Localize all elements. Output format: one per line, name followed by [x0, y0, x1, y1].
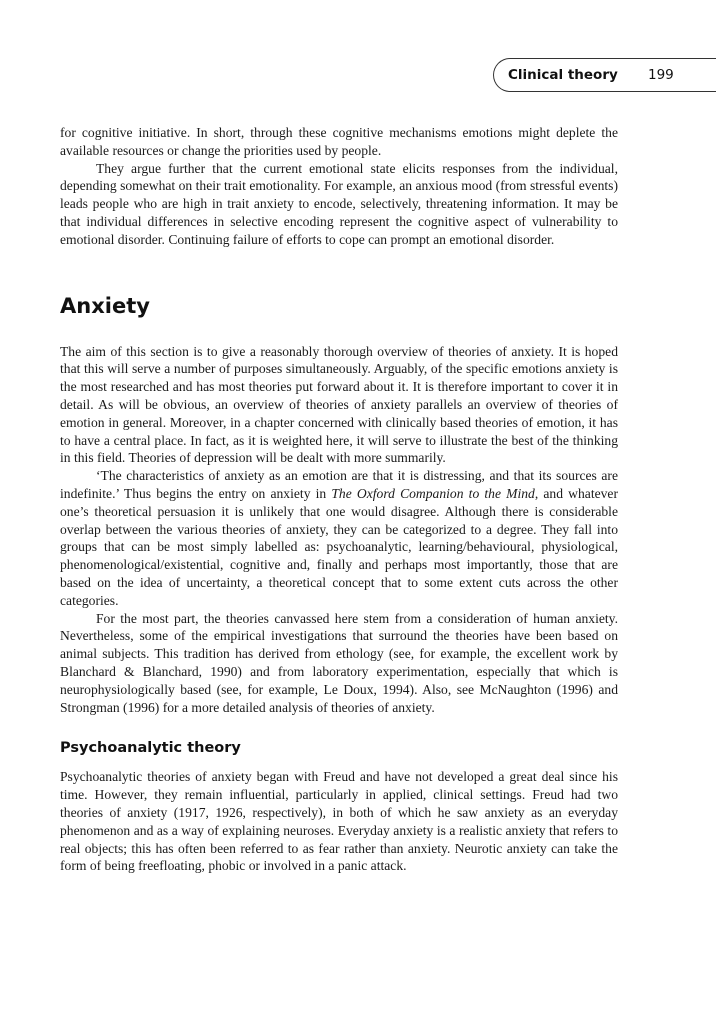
paragraph-anxiety-characteristics [60, 467, 618, 609]
paragraph-text: , and whatever one’s theoretical persuasion it is unlikely that one would disagree. Although there is considerable overlap between the various theories of anxiety, they can be categorized to a degree. They fall into groups that can be most simply labelled as: psychoanalytic, learning/behavioural, physiological, phenomenological/existential, cognitive and, finally and perhaps most importantly, those that are based on the idea of uncertainty, a theoretical concept that to some extent cuts across the other categories. [60, 485, 618, 608]
running-head [493, 58, 716, 92]
paragraph-human-anxiety: For the most part, the theories canvassed here stem from a consideration of human anxiety. Nevertheless, some of the empirical investigations that surround the theories have been based on animal subjects. This tradition has derived from ethology (see, for example, the excellent work by Blanchard & Blanchard, 1990) and from laboratory experimentation, especially that which is neurophysiologically based (see, for example, Le Doux, 1994). Also, see McNaughton (1996) and Strongman (1996) for a more detailed analysis of theories of anxiety. [60, 610, 618, 715]
paragraph-continuation: for cognitive initiative. In short, through these cognitive mechanisms emotions might deplete the available resources or change the priorities used by people. [60, 125, 618, 158]
subsection-heading-psychoanalytic: Psychoanalytic theory [60, 740, 241, 757]
running-title: Clinical theory [508, 67, 618, 83]
paragraph-emotional-state: They argue further that the current emotional state elicits responses from the individual, depending somewhat on their trait emotionality. For example, an anxious mood (from stressful events) leads people who are high in trait anxiety to encode, selectively, threatening information. It may be that individual differences in selective encoding represent the cognitive aspect of vulnerability to emotional disorder. Continuing failure of efforts to cope can prompt an emotional disorder. [60, 160, 618, 247]
book-title: The Oxford Companion to the Mind [331, 485, 535, 501]
page-number: 199 [648, 67, 674, 83]
paragraph-psychoanalytic: Psychoanalytic theories of anxiety began with Freud and have not developed a great deal since his time. However, they remain influential, particularly in applied, clinical settings. Freud had two theories of anxiety (1917, 1926, respectively), in both of which he saw anxiety as an everyday phenomenon and as a way of explaining neuroses. Everyday anxiety is a realistic anxiety that refers to real objects; this has often been referred to as fear rather than anxiety. Neurotic anxiety can take the form of being freefloating, phobic or involved in a panic attack. [60, 769, 618, 874]
section-heading-anxiety: Anxiety [60, 293, 150, 318]
quote-text: ‘The characteristics of anxiety as an emotion are that it is distressing, and that its sources are indefinite.’ Thus begins the entry on anxiety in [60, 468, 618, 501]
page-body [60, 124, 618, 875]
paragraph-anxiety-overview: The aim of this section is to give a reasonably thorough overview of theories of anxiety. It is hoped that this will serve a number of purposes simultaneously. Arguably, of the specific emotions anxiety is the most researched and has most theories put forward about it. It is therefore important to cover it in detail. As will be obvious, an overview of theories of anxiety parallels an overview of theories of emotion in general. Moreover, in a chapter concerned with clinically based theories of emotion, it has to have a central place. In fact, as it is weighted here, it will serve to illustrate the best of the thinking in this field. Theories of depression will be dealt with more summarily. [60, 343, 618, 466]
